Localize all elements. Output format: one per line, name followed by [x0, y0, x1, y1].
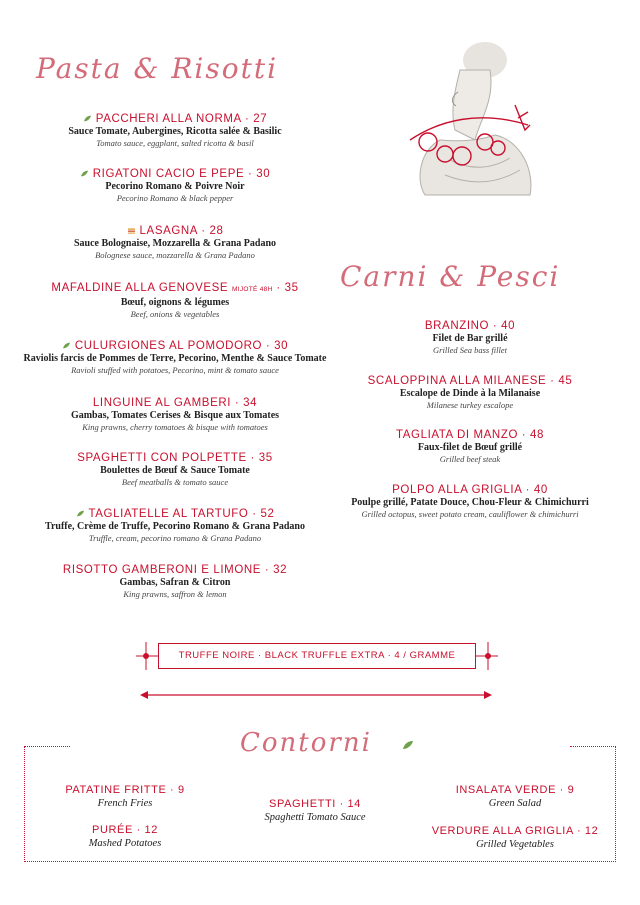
dish-name: RIGATONI CACIO E PEPE · 30 — [92, 168, 271, 180]
contorni-item-verdure — [420, 824, 610, 852]
dish-description-fr: Pecorino Romano & Poivre Noir — [105, 181, 245, 192]
dish-description-fr: Truffe, Crème de Truffe, Pecorino Romano & Grana Padano — [45, 521, 305, 532]
dish-price: · 35 — [272, 282, 299, 294]
dish-description-en: Beef, onions & vegetables — [130, 309, 220, 319]
dish-description-fr: Poulpe grillé, Patate Douce, Chou-Fleur & Chimichurri — [351, 497, 589, 508]
dish-description-en: Truffle, cream, pecorino romano & Grana Padano — [88, 533, 262, 543]
carni-item-tagliata — [330, 428, 610, 465]
contorni-item-insalata — [430, 783, 600, 811]
dish-description-fr: Raviolis farcis de Pommes de Terre, Pecorino, Menthe & Sauce Tomate — [23, 353, 327, 364]
pasta-item-linguine — [40, 396, 310, 433]
section-divider — [140, 688, 492, 702]
pasta-item-risotto — [40, 563, 310, 600]
dish-note: MIJOTÉ 48H — [232, 286, 273, 293]
carni-item-branzino — [330, 319, 610, 356]
contorni-item-patatine — [50, 783, 200, 811]
pasta-item-mafaldine — [40, 281, 310, 320]
dish-description-en: Beef meatballs & tomato sauce — [121, 477, 229, 487]
side-description: French Fries — [97, 798, 153, 809]
leaf-icon — [80, 170, 89, 177]
dish-description-en: King prawns, cherry tomatoes & bisque with tomatoes — [82, 422, 268, 432]
pasta-item-spaghetti-polpette — [40, 451, 310, 488]
dish-name: TAGLIATELLE AL TARTUFO · 52 — [88, 508, 275, 520]
dish-name: MAFALDINE ALLA GENOVESE — [51, 282, 229, 294]
dish-description-en: Grilled octopus, sweet potato cream, cauliflower & chimichurri — [361, 509, 579, 519]
contorni-item-puree — [50, 823, 200, 851]
dish-name: CULURGIONES AL POMODORO · 30 — [74, 340, 289, 352]
pasta-item-tagliatelle — [40, 507, 310, 544]
dish-description-en: Grilled beef steak — [439, 454, 501, 464]
leaf-icon — [83, 115, 92, 122]
dish-description-fr: Boulettes de Bœuf & Sauce Tomate — [100, 465, 250, 476]
carni-section-title: Carni & Pesci — [340, 260, 561, 293]
banner-ornament-left — [134, 638, 160, 674]
pasta-item-lasagna — [40, 224, 310, 261]
side-description: Green Salad — [488, 798, 542, 809]
dish-description-en: Milanese turkey escalope — [426, 400, 514, 410]
dish-description-en: King prawns, saffron & lemon — [123, 589, 227, 599]
truffle-extra-banner: TRUFFE NOIRE · BLACK TRUFFLE EXTRA · 4 / GRAMME — [158, 643, 476, 669]
dish-name: LASAGNA · 28 — [139, 225, 224, 237]
leaf-icon — [62, 342, 71, 349]
dish-description-en: Bolognese sauce, mozzarella & Grana Padano — [95, 250, 255, 260]
side-name: PURÉE · 12 — [92, 824, 158, 836]
dish-name: PACCHERI ALLA NORMA · 27 — [95, 113, 268, 125]
carni-item-polpo — [330, 483, 610, 520]
pasta-section-title: Pasta & Risotti — [36, 52, 279, 85]
dish-description-en: Tomato sauce, eggplant, salted ricotta & basil — [96, 138, 254, 148]
contorni-item-spaghetti — [240, 797, 390, 825]
dish-description-fr: Filet de Bar grillé — [432, 333, 508, 344]
side-name: SPAGHETTI · 14 — [269, 798, 361, 810]
banner-ornament-right — [474, 638, 500, 674]
dish-description-fr: Bœuf, oignons & légumes — [120, 297, 230, 308]
dish-description-fr: Sauce Bolognaise, Mozzarella & Grana Padano — [73, 238, 277, 249]
side-description: Grilled Vegetables — [476, 839, 554, 850]
pasta-item-paccheri — [40, 112, 310, 149]
contorni-frame-top-right — [570, 746, 616, 747]
lasagna-icon — [127, 227, 136, 234]
dish-name: TAGLIATA DI MANZO · 48 — [395, 429, 545, 441]
side-name: INSALATA VERDE · 9 — [455, 784, 575, 796]
dish-description-en: Grilled Sea bass fillet — [433, 345, 507, 355]
side-name: VERDURE ALLA GRIGLIA · 12 — [431, 825, 599, 837]
dish-name: SPAGHETTI CON POLPETTE · 35 — [77, 452, 273, 464]
dish-description-fr: Gambas, Safran & Citron — [119, 577, 231, 588]
carni-item-scaloppina — [330, 374, 610, 411]
side-name: PATATINE FRITTE · 9 — [65, 784, 185, 796]
pasta-item-culurgiones — [20, 339, 330, 376]
statue-illustration — [400, 30, 540, 198]
dish-description-en: Pecorino Romano & black pepper — [116, 193, 234, 203]
side-description: Mashed Potatoes — [88, 838, 162, 849]
dish-description-fr: Faux-filet de Bœuf grillé — [417, 442, 523, 453]
leaf-icon — [76, 510, 85, 517]
dish-description-fr: Sauce Tomate, Aubergines, Ricotta salée & Basilic — [68, 126, 282, 137]
contorni-frame-top-left — [24, 746, 70, 747]
dish-name: BRANZINO · 40 — [424, 320, 516, 332]
contorni-section-title: Contorni — [240, 728, 372, 758]
pasta-item-rigatoni — [40, 167, 310, 204]
dish-name: RISOTTO GAMBERONI E LIMONE · 32 — [62, 564, 288, 576]
dish-description-fr: Gambas, Tomates Cerises & Bisque aux Tomates — [70, 410, 280, 421]
dish-description-fr: Escalope de Dinde à la Milanaise — [399, 388, 541, 399]
dish-description-en: Ravioli stuffed with potatoes, Pecorino, mint & tomato sauce — [71, 365, 279, 375]
dish-name: POLPO ALLA GRIGLIA · 40 — [392, 484, 548, 496]
dish-name: LINGUINE AL GAMBERI · 34 — [92, 397, 258, 409]
dish-name: SCALOPPINA ALLA MILANESE · 45 — [367, 375, 573, 387]
side-description: Spaghetti Tomato Sauce — [264, 812, 366, 823]
